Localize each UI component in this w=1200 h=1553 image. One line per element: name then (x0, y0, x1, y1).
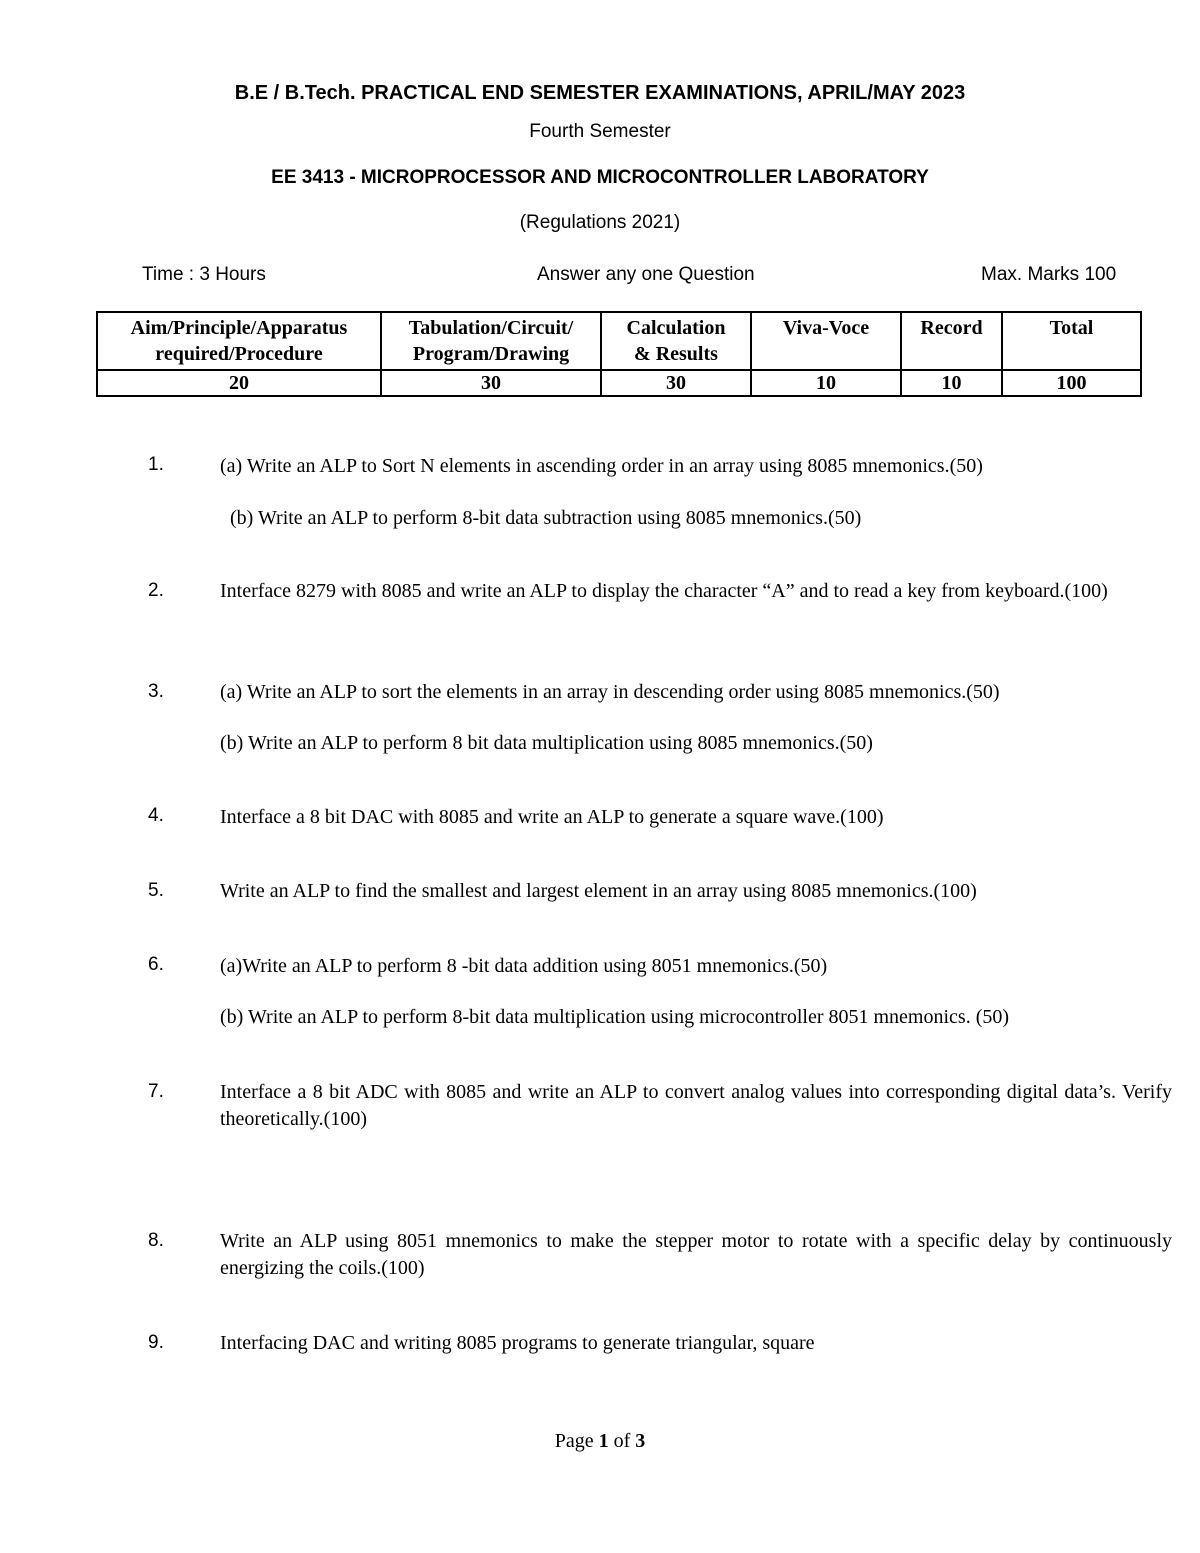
question-text: Interfacing DAC and writing 8085 programs to generate triangular, square (220, 1332, 815, 1354)
question-text: (a) Write an ALP to Sort N elements in ascending order in an array using 8085 mnemonics.(50) (220, 455, 983, 477)
header-record: Record (901, 312, 1002, 370)
page-number: Page 1 of 3 (554, 1430, 646, 1452)
question-text: Interface 8279 with 8085 and write an ALP to display the character “A” and to read a key from keyboard.(100) (220, 580, 1108, 602)
question-number: 4. (148, 805, 164, 826)
question-number: 2. (148, 580, 164, 601)
marks-table (96, 311, 1142, 397)
header-tabulation: Tabulation/Circuit/ Program/Drawing (381, 312, 601, 370)
value-record: 10 (901, 370, 1002, 396)
question-text: Write an ALP using 8051 mnemonics to make the stepper motor to rotate with a specific delay by continuously energizing the coils.(100) (220, 1230, 1172, 1279)
regulations-label: (Regulations 2021) (519, 212, 681, 233)
question-text: (a) Write an ALP to sort the elements in an array in descending order using 8085 mnemonics.(50) (220, 681, 1000, 703)
semester-label: Fourth Semester (529, 121, 671, 142)
question-number: 5. (148, 880, 164, 901)
question-number: 6. (148, 954, 164, 975)
marks-table-value-row (97, 370, 1141, 396)
value-viva-voce: 10 (751, 370, 901, 396)
current-page: 1 (598, 1430, 609, 1452)
course-title: EE 3413 - MICROPROCESSOR AND MICROCONTROLLER LABORATORY (271, 167, 929, 188)
question-text: (b) Write an ALP to perform 8-bit data subtraction using 8085 mnemonics.(50) (230, 507, 862, 529)
question-text: Interface a 8 bit DAC with 8085 and write an ALP to generate a square wave.(100) (220, 806, 884, 828)
exam-title: B.E / B.Tech. PRACTICAL END SEMESTER EXAMINATIONS, APRIL/MAY 2023 (234, 82, 966, 104)
question-number: 9. (148, 1332, 164, 1353)
header-aim: Aim/Principle/Apparatus required/Procedure (97, 312, 381, 370)
header-total: Total (1002, 312, 1141, 370)
marks-table-header-row (97, 312, 1141, 370)
value-calculation: 30 (601, 370, 751, 396)
header-calculation: Calculation & Results (601, 312, 751, 370)
header-viva-voce: Viva-Voce (751, 312, 901, 370)
question-text: Write an ALP to find the smallest and largest element in an array using 8085 mnemonics.(100) (220, 880, 977, 902)
question-number: 7. (148, 1081, 164, 1102)
question-number: 3. (148, 681, 164, 702)
total-pages: 3 (635, 1430, 646, 1452)
question-text: (b) Write an ALP to perform 8-bit data multiplication using microcontroller 8051 mnemonics. (50) (220, 1006, 1010, 1028)
value-tabulation: 30 (381, 370, 601, 396)
question-text: Interface a 8 bit ADC with 8085 and write an ALP to convert analog values into corresponding digital data’s. Verify theoretically.(100) (220, 1081, 1172, 1130)
question-text: (a)Write an ALP to perform 8 -bit data addition using 8051 mnemonics.(50) (220, 955, 828, 977)
time-label: Time : 3 Hours (142, 264, 266, 285)
value-total: 100 (1002, 370, 1141, 396)
value-aim: 20 (97, 370, 381, 396)
question-number: 8. (148, 1230, 164, 1251)
question-number: 1. (148, 454, 164, 475)
instruction-label: Answer any one Question (537, 264, 755, 285)
max-marks-label: Max. Marks 100 (981, 264, 1117, 285)
question-text: (b) Write an ALP to perform 8 bit data multiplication using 8085 mnemonics.(50) (220, 732, 873, 754)
